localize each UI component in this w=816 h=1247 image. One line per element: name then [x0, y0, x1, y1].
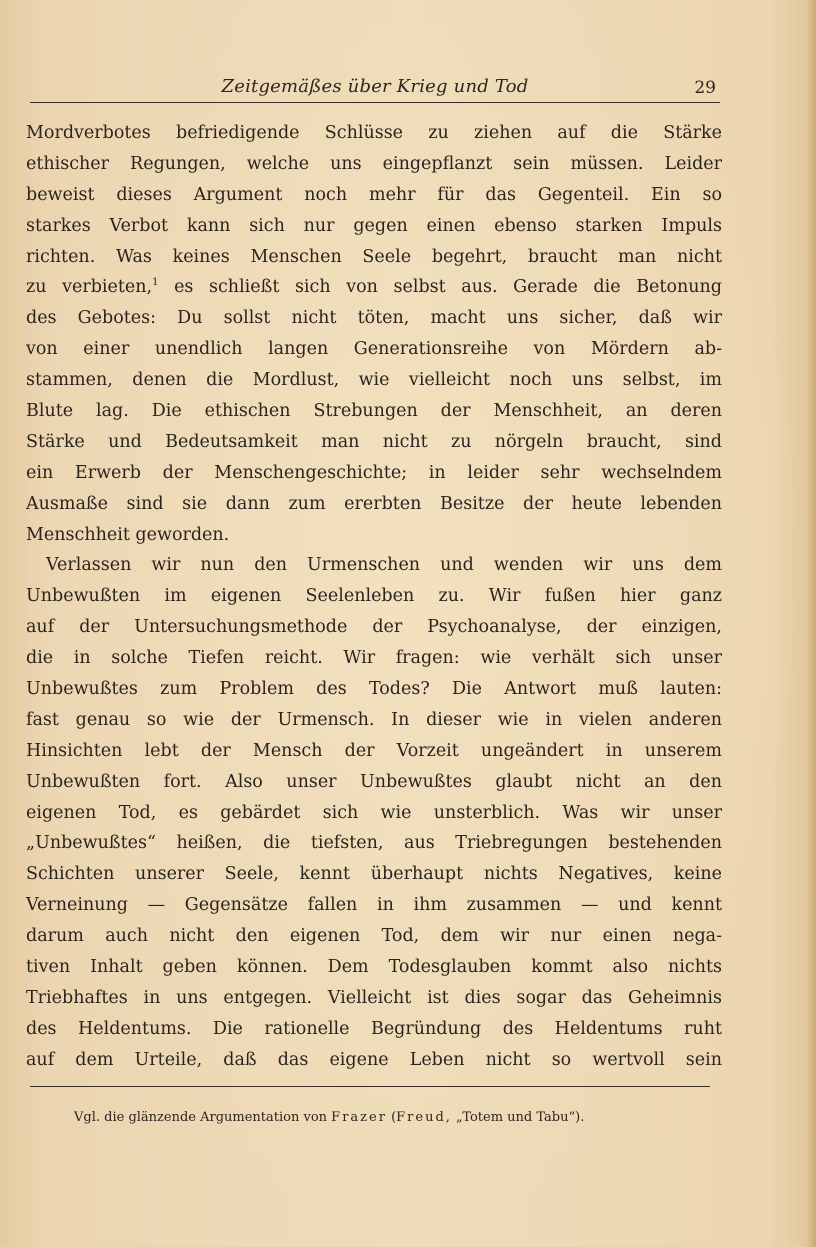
text-line: beweist dieses Argument noch mehr für das Gegenteil. Ein so — [26, 184, 722, 205]
text-line: auf der Untersuchungsmethode der Psychoanalyse, der einzigen, — [26, 617, 722, 638]
page-number: 29 — [694, 78, 716, 98]
footnote-marker: 1 — [152, 277, 159, 289]
text-line: Verneinung — Gegensätze fallen in ihm zusammen — und kennt — [26, 895, 722, 916]
text-line: stammen, denen die Mordlust, wie vielleicht noch uns selbst, im — [26, 370, 722, 391]
text-line: starkes Verbot kann sich nur gegen einen ebenso starken Impuls — [26, 215, 722, 236]
footnote-author: Frazer — [331, 1110, 387, 1125]
paragraph-end-line: Menschheit geworden. — [26, 524, 230, 545]
page-edge-shadow — [806, 0, 816, 1247]
footnote-text: „Totem und Tabu“). — [456, 1110, 585, 1125]
text-line: fast genau so wie der Urmensch. In dieser wie in vielen anderen — [26, 709, 722, 730]
text-line: Schichten unserer Seele, kennt überhaupt nichts Negatives, keine — [26, 864, 722, 885]
text-line: Hinsichten lebt der Mensch der Vorzeit ungeändert in unserem — [26, 740, 722, 761]
page-header — [30, 76, 720, 103]
text-line: ethischer Regungen, welche uns eingepflanzt sein müssen. Leider — [26, 153, 722, 174]
text-line-with-footnote — [26, 272, 722, 303]
text-line: eigenen Tod, es gebärdet sich wie unsterblich. Was wir unser — [26, 802, 722, 823]
text-fragment: zu verbieten, — [26, 277, 153, 298]
text-line: Blute lag. Die ethischen Strebungen der Menschheit, an deren — [26, 401, 722, 422]
text-line: auf dem Urteile, daß das eigene Leben nicht so wertvoll sein — [26, 1049, 722, 1070]
running-head: Zeitgemäßes über Krieg und Tod — [221, 76, 529, 97]
paragraph-start-line: Verlassen wir nun den Urmenschen und wenden wir uns dem — [46, 555, 722, 576]
text-line: des Heldentums. Die rationelle Begründung des Heldentums ruht — [26, 1018, 722, 1039]
text-line: darum auch nicht den eigenen Tod, dem wir nur einen nega- — [26, 926, 722, 947]
text-line: von einer unendlich langen Generationsreihe von Mördern ab- — [26, 339, 722, 360]
footnote-text: Vgl. die glänzende Argumentation von — [74, 1110, 328, 1125]
text-line: des Gebotes: Du sollst nicht töten, macht uns sicher, daß wir — [26, 308, 722, 329]
text-line: Stärke und Bedeutsamkeit man nicht zu nörgeln braucht, sind — [26, 431, 722, 452]
footnote-text: ( — [391, 1110, 397, 1125]
text-line: die in solche Tiefen reicht. Wir fragen: wie verhält sich unser — [26, 648, 722, 669]
text-line: „Unbewußtes“ heißen, die tiefsten, aus Triebregungen bestehenden — [26, 833, 722, 854]
footnote — [74, 1110, 734, 1125]
text-line: Ausmaße sind sie dann zum ererbten Besitze der heute lebenden — [26, 493, 722, 514]
text-line: Unbewußten im eigenen Seelenleben zu. Wir fußen hier ganz — [26, 586, 722, 607]
body-text — [26, 118, 722, 1076]
footnote-author: Freud, — [396, 1110, 452, 1125]
text-line: Unbewußten fort. Also unser Unbewußtes glaubt nicht an den — [26, 771, 722, 792]
footnote-divider — [30, 1086, 710, 1087]
text-line: richten. Was keines Menschen Seele begehrt, braucht man nicht — [26, 246, 722, 267]
text-line: ein Erwerb der Menschengeschichte; in leider sehr wechselndem — [26, 462, 722, 483]
text-line: Triebhaftes in uns entgegen. Vielleicht ist dies sogar das Geheimnis — [26, 987, 722, 1008]
text-line: Mordverbotes befriedigende Schlüsse zu ziehen auf die Stärke — [26, 123, 722, 143]
text-line: Unbewußtes zum Problem des Todes? Die Antwort muß lauten: — [26, 679, 722, 700]
text-fragment: es schließt sich von selbst aus. Gerade die Betonung — [158, 277, 722, 298]
text-line: tiven Inhalt geben können. Dem Todesglauben kommt also nichts — [26, 957, 722, 978]
